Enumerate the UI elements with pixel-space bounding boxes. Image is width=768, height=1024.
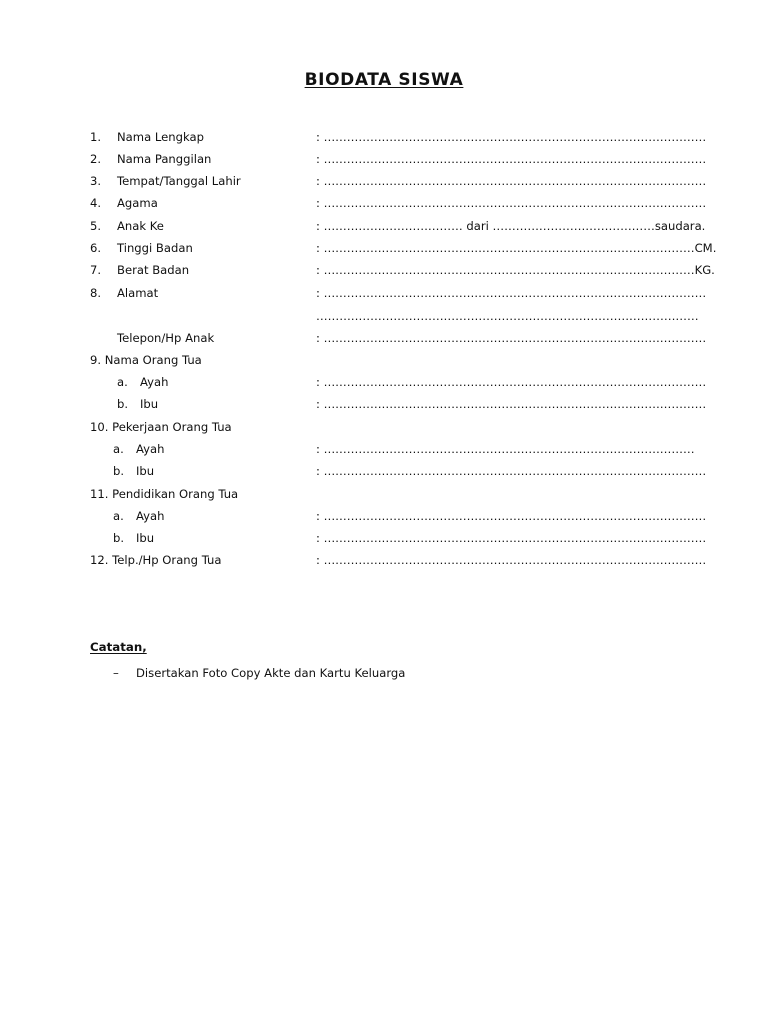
row-number: 8. [90, 286, 102, 300]
form-row-tinggi-badan [0, 239, 768, 257]
fill-in-line: : ……………………………… dari ……………………………………saudara. [316, 219, 706, 233]
row-label: 12. Telp./Hp Orang Tua [90, 553, 222, 567]
sub-label: Ibu [136, 531, 155, 545]
form-row-pendidikan-ibu [0, 529, 768, 547]
sub-label: Ayah [136, 442, 165, 456]
form-section-pendidikan-orang-tua [0, 485, 768, 503]
fill-in-line: : ……………………………………………………………………………………… [316, 174, 707, 188]
row-label: Telepon/Hp Anak [117, 331, 215, 345]
row-label: Alamat [117, 286, 159, 300]
fill-in-line: : ……………………………………………………………………………………… [316, 196, 707, 210]
notes-heading: Catatan, [90, 640, 147, 654]
sub-label: Ayah [140, 375, 169, 389]
sub-label: Ayah [136, 509, 165, 523]
fill-in-line: : ……………………………………………………………………………………… [316, 531, 707, 545]
form-section-pekerjaan-orang-tua [0, 418, 768, 436]
row-label: Tempat/Tanggal Lahir [117, 174, 241, 188]
form-row-telepon-anak [0, 329, 768, 347]
row-label: Nama Lengkap [117, 130, 204, 144]
section-heading: 11. Pendidikan Orang Tua [90, 487, 239, 501]
form-row-agama [0, 194, 768, 212]
form-row-alamat-continuation [0, 307, 768, 325]
form-row-nama-ayah [0, 373, 768, 391]
row-label: Anak Ke [117, 219, 164, 233]
fill-in-line: : ……………………………………………………………………………………CM. [316, 241, 717, 255]
row-number: 5. [90, 219, 102, 233]
row-number: 4. [90, 196, 102, 210]
form-row-telepon-orang-tua [0, 551, 768, 569]
form-row-tempat-tanggal-lahir [0, 172, 768, 190]
fill-in-line: : ……………………………………………………………………………………… [316, 375, 707, 389]
form-row-nama-ibu [0, 395, 768, 413]
fill-in-line: : ……………………………………………………………………………………… [316, 509, 707, 523]
sub-label: Ibu [136, 464, 155, 478]
row-number: 3. [90, 174, 102, 188]
form-row-nama-lengkap [0, 128, 768, 146]
row-label: Agama [117, 196, 158, 210]
row-number: 7. [90, 263, 102, 277]
row-number: 1. [90, 130, 102, 144]
fill-in-line: ……………………………………………………………………………………… [316, 309, 699, 323]
fill-in-line: : …………………………………………………………………………………… [316, 442, 695, 456]
note-item [0, 664, 768, 682]
fill-in-line: : ……………………………………………………………………………………… [316, 464, 707, 478]
fill-in-line: : ……………………………………………………………………………………KG. [316, 263, 715, 277]
fill-in-line: : ……………………………………………………………………………………… [316, 553, 707, 567]
form-row-nama-panggilan [0, 150, 768, 168]
section-heading: 9. Nama Orang Tua [90, 353, 202, 367]
form-section-nama-orang-tua [0, 351, 768, 369]
sub-letter: b. [117, 397, 129, 411]
sub-label: Ibu [140, 397, 159, 411]
row-label: Berat Badan [117, 263, 190, 277]
row-number: 2. [90, 152, 102, 166]
fill-in-line: : ……………………………………………………………………………………… [316, 130, 707, 144]
sub-letter: a. [113, 509, 124, 523]
section-heading: 10. Pekerjaan Orang Tua [90, 420, 232, 434]
document-title: BIODATA SISWA [304, 70, 464, 90]
form-row-pekerjaan-ayah [0, 440, 768, 458]
form-row-alamat [0, 284, 768, 302]
note-bullet: – [113, 666, 119, 680]
sub-letter: a. [117, 375, 128, 389]
sub-letter: b. [113, 531, 125, 545]
fill-in-line: : ……………………………………………………………………………………… [316, 397, 707, 411]
sub-letter: b. [113, 464, 125, 478]
form-row-pekerjaan-ibu [0, 462, 768, 480]
fill-in-line: : ……………………………………………………………………………………… [316, 286, 707, 300]
form-row-berat-badan [0, 261, 768, 279]
fill-in-line: : ……………………………………………………………………………………… [316, 331, 707, 345]
row-label: Tinggi Badan [117, 241, 193, 255]
row-label: Nama Panggilan [117, 152, 212, 166]
form-row-pendidikan-ayah [0, 507, 768, 525]
sub-letter: a. [113, 442, 124, 456]
form-row-anak-ke [0, 217, 768, 235]
note-text: Disertakan Foto Copy Akte dan Kartu Keluarga [136, 666, 406, 680]
row-number: 6. [90, 241, 102, 255]
fill-in-line: : ……………………………………………………………………………………… [316, 152, 707, 166]
